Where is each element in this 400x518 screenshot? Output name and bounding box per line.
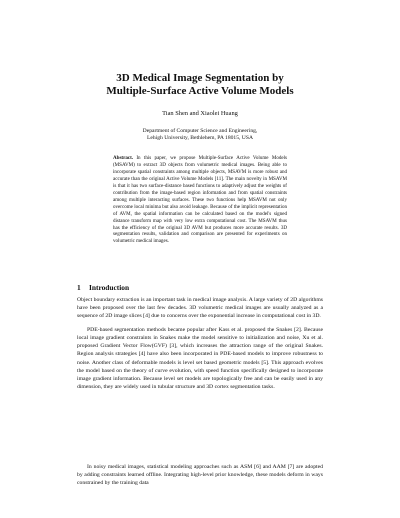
abstract-label: Abstract. [113, 155, 134, 161]
abstract-text: In this paper, we propose Multiple-Surface Active Volume Models (MSAVM) to extract 3D objects from volumetric medical images. Being able to incorporate spatial constraints among multiple objects, MSAVM is more robust and accurate than the original Active Volume Models [11]. The main novelty in MSAVM is that it has two surface-distance based functions to adaptively adjust the weights of contribution from the image-based region information and from spatial constraints among multiple interacting surfaces. These two functions help MSAVM not only overcome local minima but also avoid leakage. Because of the implicit representation of AVM, the spatial information can be calculated based on the model's signed distance transform map with very low extra computational cost. The MSAVM thus has the efficiency of the original 3D AVM but produces more accurate results. 3D segmentation results, validation and comparison are presented for experiments on volumetric medical images. [113, 155, 287, 245]
affiliation-line-1: Department of Computer Science and Engineering, [142, 128, 258, 134]
paper-title-line-2: Multiple-Surface Active Volume Models [106, 85, 294, 97]
intro-paragraph-2: PDE-based segmentation methods became popular after Kass et al. proposed the Snakes [2]. Because local image gradient constraints in Snakes make the model sensitive to initialization and noise, Xu et al. proposed Gradient Vector Flow(GVF) [3], which increases the attraction range of the original Snakes. Region analysis strategies [4] have also been incorporated in PDE-based models to improve robustness to noise. Another class of deformable models is level set based geometric models [5]. This approach evolves the model based on the theory of curve evolution, with speed function specifically designed to incorporate image gradient information. Because level set models are topologically free and can be easily used in any dimension, they are widely used in tubular structure and 3D cortex segmentation tasks. [77, 327, 323, 391]
paper-title-line-1: 3D Medical Image Segmentation by [116, 72, 284, 84]
abstract [113, 155, 287, 245]
intro-paragraph-3: In noisy medical images, statistical modeling approaches such as ASM [6] and AAM [7] are adopted by adding constraints learned offline. Integrating high-level prior knowledge, these models deform in ways constrained by the training data [77, 464, 323, 487]
intro-paragraph-1: Object boundary extraction is an important task in medical image analysis. A large variety of 2D algorithms have been proposed over the last few decades. 3D volumetric medical images are usually analyzed as a sequence of 2D image slices [4] due to concerns over the exponential increase in computational cost in 3D. [77, 297, 323, 320]
section-title: Introduction [89, 283, 130, 292]
section-number: 1 [77, 283, 81, 292]
section-heading [77, 283, 129, 292]
affiliation-line-2: Lehigh University, Bethlehem, PA 18015, USA [146, 135, 254, 141]
paper-authors: Tian Shen and Xiaolei Huang [162, 110, 238, 117]
